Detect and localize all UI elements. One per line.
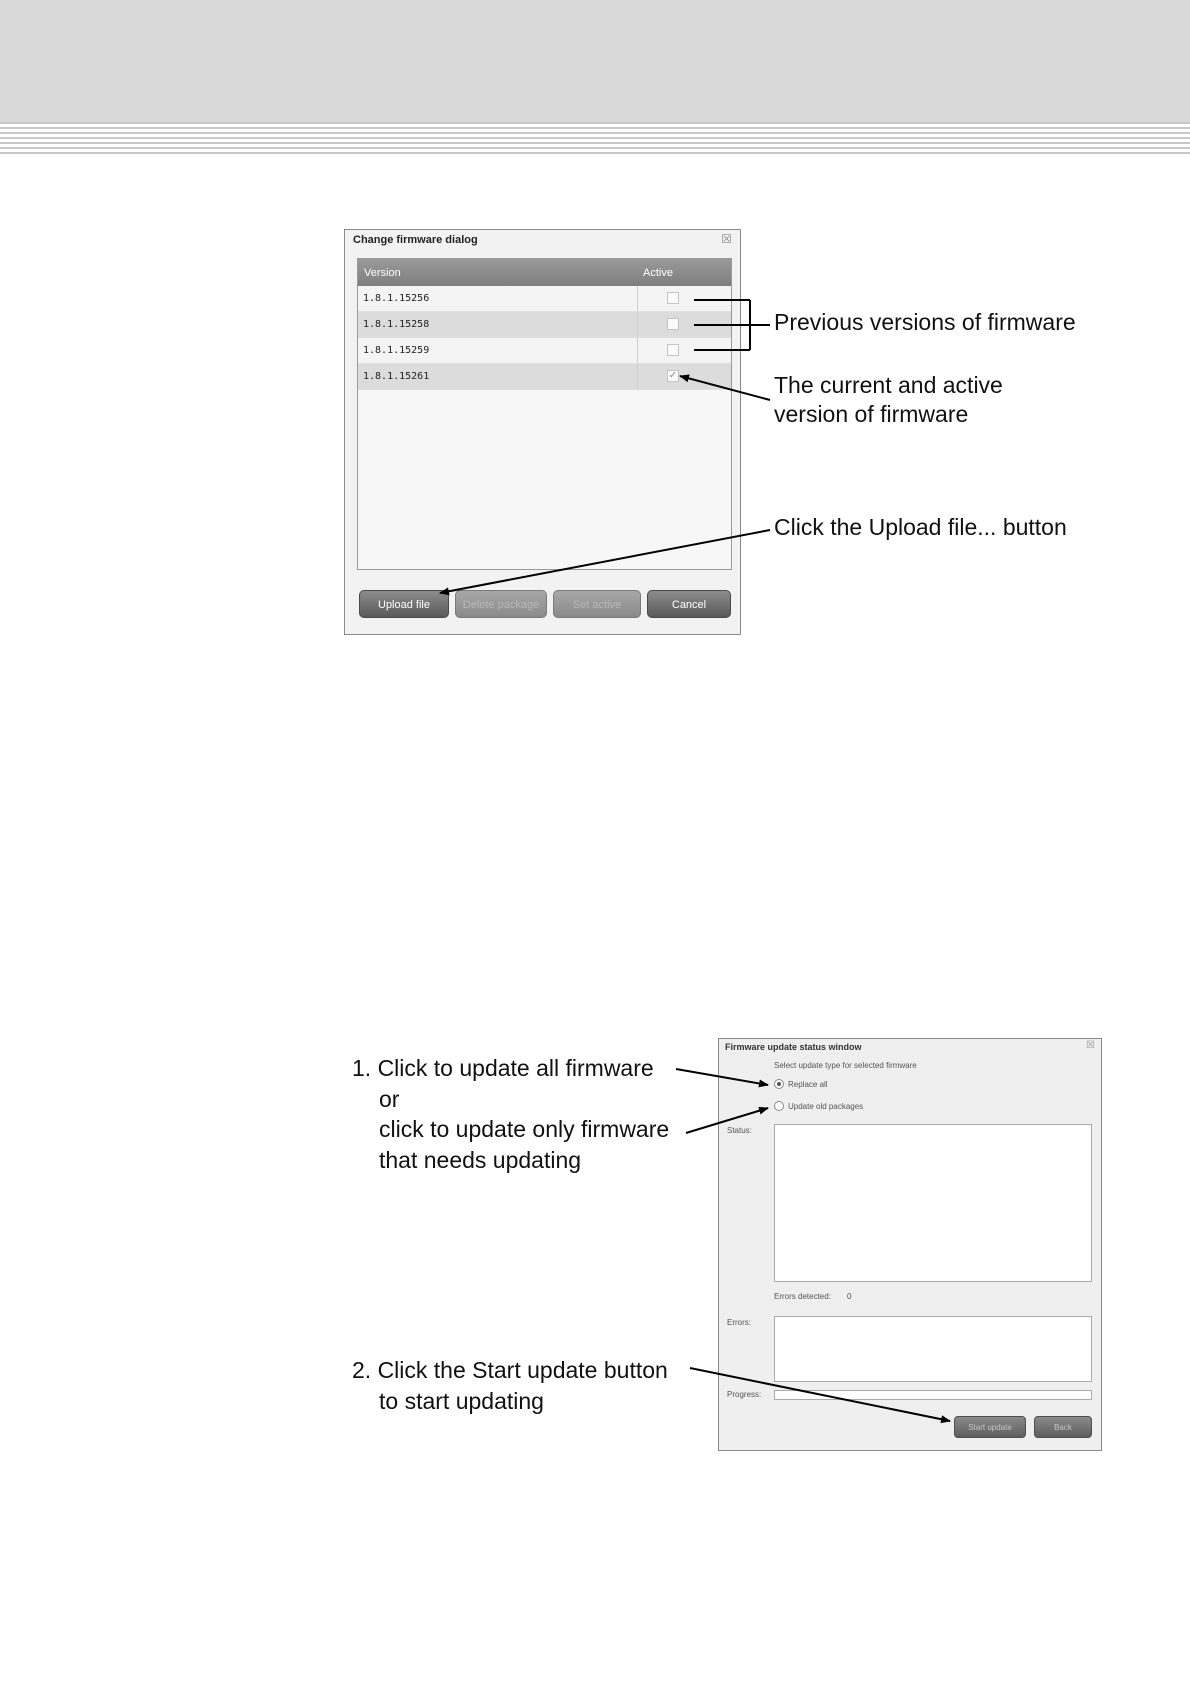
- version-cell: 1.8.1.15256: [363, 293, 430, 304]
- annotation-previous-versions: Previous versions of firmware: [774, 309, 1076, 335]
- column-divider: [637, 312, 638, 337]
- active-checkbox[interactable]: [667, 292, 679, 304]
- back-button[interactable]: Back: [1034, 1416, 1092, 1438]
- annotation-step2-line1: 2. Click the Start update button: [352, 1357, 668, 1383]
- errors-detected-label: Errors detected:: [774, 1292, 831, 1301]
- table-header: [358, 259, 731, 286]
- active-checkbox[interactable]: [667, 344, 679, 356]
- annotation-step1-line2: or: [379, 1086, 400, 1112]
- status-label: Status:: [727, 1126, 752, 1135]
- delete-package-button[interactable]: Delete package: [455, 590, 547, 618]
- annotation-current-version-line2: version of firmware: [774, 401, 969, 427]
- start-update-button[interactable]: Start update: [954, 1416, 1026, 1438]
- version-cell: 1.8.1.15261: [363, 371, 430, 382]
- upload-file-button[interactable]: Upload file: [359, 590, 449, 618]
- window-title: Firmware update status window: [725, 1042, 862, 1052]
- replace-all-label[interactable]: Replace all: [788, 1080, 828, 1089]
- cancel-button[interactable]: Cancel: [647, 590, 731, 618]
- change-firmware-dialog: [344, 229, 741, 635]
- progress-label: Progress:: [727, 1390, 762, 1399]
- column-divider: [637, 286, 638, 311]
- annotation-current-version-line1: The current and active: [774, 372, 1003, 398]
- status-textarea[interactable]: [774, 1124, 1092, 1282]
- errors-textarea[interactable]: [774, 1316, 1092, 1382]
- active-checkbox-checked[interactable]: ✓: [668, 370, 678, 381]
- firmware-table: [357, 258, 732, 570]
- active-checkbox[interactable]: [667, 318, 679, 330]
- column-header-version[interactable]: Version: [364, 267, 401, 279]
- table-row[interactable]: [358, 364, 731, 390]
- annotation-step1-line3: click to update only firmware: [379, 1116, 670, 1142]
- errors-detected-value: 0: [847, 1292, 852, 1301]
- header-band: [0, 0, 1190, 122]
- select-type-label: Select update type for selected firmware: [774, 1061, 917, 1070]
- annotation-step1-line1: 1. Click to update all firmware: [352, 1055, 654, 1081]
- update-old-packages-label[interactable]: Update old packages: [788, 1102, 864, 1111]
- update-old-packages-radio[interactable]: [774, 1101, 784, 1111]
- table-row[interactable]: [358, 338, 731, 364]
- firmware-update-status-window: [718, 1038, 1102, 1451]
- version-cell: 1.8.1.15259: [363, 345, 430, 356]
- column-divider: [637, 338, 638, 363]
- version-cell: 1.8.1.15258: [363, 319, 430, 330]
- table-row[interactable]: [358, 312, 731, 338]
- annotation-upload-file: Click the Upload file... button: [774, 514, 1067, 540]
- table-row[interactable]: [358, 286, 731, 312]
- annotation-step1-line4: that needs updating: [379, 1147, 582, 1173]
- replace-all-radio[interactable]: [774, 1079, 784, 1089]
- errors-label: Errors:: [727, 1318, 751, 1327]
- close-icon[interactable]: ☒: [721, 232, 732, 246]
- column-header-active[interactable]: Active: [643, 267, 673, 279]
- set-active-button[interactable]: Set active: [553, 590, 641, 618]
- header-stripes: [0, 122, 1190, 154]
- column-divider: [637, 364, 638, 389]
- progress-bar: [774, 1390, 1092, 1400]
- close-icon[interactable]: ☒: [1086, 1040, 1095, 1051]
- dialog-title: Change firmware dialog: [353, 234, 478, 246]
- annotation-step2-line2: to start updating: [379, 1388, 544, 1414]
